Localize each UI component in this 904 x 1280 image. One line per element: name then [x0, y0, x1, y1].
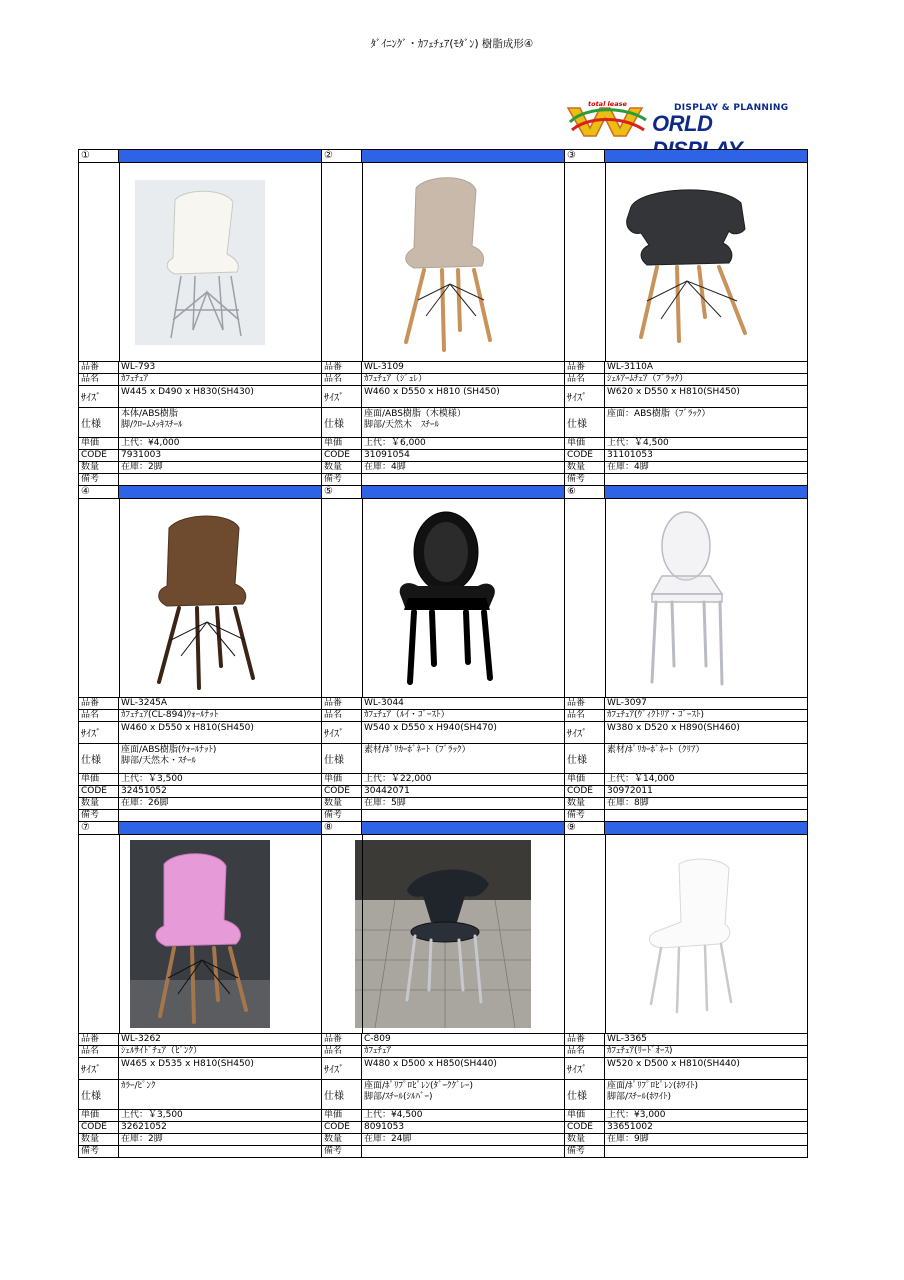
product-qty: 在庫：26脚 — [121, 798, 169, 808]
product-code: WL-3262 — [121, 1034, 161, 1044]
field-label: 備考 — [322, 1146, 362, 1157]
product-name: ｶﾌｪﾁｪｱ（ｼﾞｭﾚ） — [364, 374, 428, 384]
field-label: 単価 — [322, 1110, 362, 1121]
product-note — [605, 474, 807, 485]
product-card — [79, 150, 322, 486]
beige-shell-chair-wood-legs — [378, 170, 508, 355]
product-size: W520 x D500 x H810(SH440) — [607, 1059, 740, 1069]
field-label: 単価 — [565, 1110, 605, 1121]
field-label: 仕様 — [565, 1080, 605, 1109]
product-note — [119, 810, 321, 821]
field-label: 仕様 — [565, 744, 605, 773]
field-label: CODE — [565, 1122, 605, 1133]
field-label: CODE — [322, 1122, 362, 1133]
field-label: 備考 — [565, 1146, 605, 1157]
product-photo — [79, 163, 321, 362]
product-qty: 在庫：4脚 — [364, 462, 406, 472]
product-photo — [565, 163, 807, 362]
product-note — [119, 1146, 321, 1157]
product-photo — [322, 499, 564, 698]
product-spec: 座面/ﾎﾟﾘﾌﾟﾛﾋﾟﾚﾝ(ﾀﾞｰｸｸﾞﾚｰ) 脚部/ｽﾁｰﾙ(ｼﾙﾊﾞｰ) — [364, 1081, 474, 1102]
clear-victoria-ghost-chair — [626, 506, 746, 691]
company-logo — [566, 100, 806, 140]
product-price: 上代：¥4,000 — [121, 438, 180, 448]
product-row — [79, 822, 808, 1158]
field-label: CODE — [79, 1122, 119, 1133]
field-label: ｻｲｽﾞ — [565, 722, 605, 743]
product-spec: ｶﾗｰ/ﾋﾟﾝｸ — [121, 1081, 156, 1091]
dark-grey-stacking-chair — [355, 840, 531, 1028]
product-spec: 座面/ﾎﾟﾘﾌﾟﾛﾋﾟﾚﾝ(ﾎﾜｲﾄ) 脚部/ｽﾁｰﾙ(ﾎﾜｲﾄ) — [607, 1081, 699, 1102]
field-label: 品名 — [322, 710, 362, 721]
product-qty: 在庫：24脚 — [364, 1134, 412, 1144]
pink-shell-chair — [130, 840, 270, 1028]
header-bar — [605, 822, 807, 834]
product-note — [605, 810, 807, 821]
product-qty: 在庫：5脚 — [364, 798, 406, 808]
product-spec: 座面/ABS樹脂（木模様） 脚部/天然木 ｽﾁｰﾙ — [364, 409, 466, 430]
black-arm-shell-chair — [611, 177, 761, 347]
field-label: 品番 — [79, 362, 119, 373]
product-note — [362, 1146, 564, 1157]
product-card — [322, 486, 565, 822]
field-label: 単価 — [79, 438, 119, 449]
product-size: W620 x D550 x H810(SH450) — [607, 387, 740, 397]
header-bar — [605, 150, 807, 162]
product-price: 上代：￥4,500 — [607, 438, 669, 448]
product-card — [322, 150, 565, 486]
field-label: 数量 — [322, 1134, 362, 1145]
field-label: CODE — [565, 786, 605, 797]
field-label: 品番 — [79, 1034, 119, 1045]
field-label: 品名 — [565, 374, 605, 385]
field-label: ｻｲｽﾞ — [565, 386, 605, 407]
product-row — [79, 486, 808, 822]
product-price: 上代：￥22,000 — [364, 774, 432, 784]
product-price: 上代：￥3,500 — [121, 774, 183, 784]
product-price: 上代：￥3,500 — [121, 1110, 183, 1120]
field-label: 仕様 — [79, 744, 119, 773]
field-label: CODE — [322, 450, 362, 461]
header-bar — [119, 486, 321, 498]
field-label: 備考 — [322, 474, 362, 485]
product-name: ｶﾌｪﾁｪｱ(ｳﾞｨｸﾄﾘｱ・ｺﾞｰｽﾄ) — [607, 710, 705, 720]
field-label: 備考 — [565, 810, 605, 821]
product-spec: 本体/ABS樹脂 脚/ｸﾛｰﾑﾒｯｷｽﾁｰﾙ — [121, 409, 183, 430]
product-price: 上代：￥6,000 — [364, 438, 426, 448]
field-label: 仕様 — [79, 408, 119, 437]
product-number: ⑤ — [322, 486, 362, 498]
product-name: ｶﾌｪﾁｪｱ(ﾘｰﾄﾞｵｰｽ) — [607, 1046, 673, 1056]
field-label: 仕様 — [322, 1080, 362, 1109]
header-bar — [362, 486, 564, 498]
product-name: ｶﾌｪﾁｪｱ(CL-894)ｳｫｰﾙﾅｯﾄ — [121, 710, 219, 720]
product-photo — [79, 499, 321, 698]
product-qty: 在庫：9脚 — [607, 1134, 649, 1144]
field-label: 数量 — [322, 798, 362, 809]
product-qty: 在庫：2脚 — [121, 462, 163, 472]
field-label: 備考 — [322, 810, 362, 821]
field-label: 数量 — [79, 1134, 119, 1145]
product-size: W480 x D500 x H850(SH440) — [364, 1059, 497, 1069]
header-bar — [362, 822, 564, 834]
product-barcode: 32451052 — [121, 786, 167, 796]
product-size: W460 x D550 x H810(SH450) — [121, 723, 254, 733]
product-name: ｶﾌｪﾁｪｱ — [121, 374, 149, 384]
product-note — [362, 810, 564, 821]
field-label: 仕様 — [79, 1080, 119, 1109]
field-label: 数量 — [565, 798, 605, 809]
product-code: WL-3097 — [607, 698, 647, 708]
product-photo — [565, 835, 807, 1034]
field-label: 単価 — [322, 438, 362, 449]
product-photo — [565, 499, 807, 698]
product-number: ③ — [565, 150, 605, 162]
field-label: 品番 — [322, 362, 362, 373]
product-number: ② — [322, 150, 362, 162]
product-qty: 在庫：4脚 — [607, 462, 649, 472]
product-note — [119, 474, 321, 485]
product-number: ⑥ — [565, 486, 605, 498]
product-code: WL-3109 — [364, 362, 404, 372]
black-louis-ghost-chair — [378, 506, 508, 691]
field-label: 品番 — [322, 1034, 362, 1045]
product-barcode: 30442071 — [364, 786, 410, 796]
field-label: 数量 — [565, 1134, 605, 1145]
logo-tagline: DISPLAY & PLANNING — [674, 103, 789, 113]
product-barcode: 31091054 — [364, 450, 410, 460]
logo-name: ORLD — [652, 111, 713, 136]
header-bar — [119, 822, 321, 834]
product-card — [565, 822, 808, 1158]
field-label: 単価 — [79, 1110, 119, 1121]
field-label: 品番 — [322, 698, 362, 709]
walnut-shell-chair — [135, 506, 265, 691]
field-label: 備考 — [79, 810, 119, 821]
field-label: 仕様 — [322, 408, 362, 437]
field-label: 仕様 — [322, 744, 362, 773]
field-label: 単価 — [322, 774, 362, 785]
product-size: W540 x D550 x H940(SH470) — [364, 723, 497, 733]
product-photo — [79, 835, 321, 1034]
field-label: 品名 — [565, 710, 605, 721]
header-bar — [362, 150, 564, 162]
field-label: 単価 — [565, 438, 605, 449]
product-card — [79, 486, 322, 822]
field-label: 備考 — [79, 1146, 119, 1157]
product-name: ｶﾌｪﾁｪｱ（ﾙｲ・ｺﾞｰｽﾄ） — [364, 710, 450, 720]
field-label: 品名 — [322, 374, 362, 385]
product-barcode: 31101053 — [607, 450, 653, 460]
product-card — [565, 486, 808, 822]
product-qty: 在庫：2脚 — [121, 1134, 163, 1144]
field-label: ｻｲｽﾞ — [565, 1058, 605, 1079]
field-label: ｻｲｽﾞ — [322, 386, 362, 407]
field-label: 数量 — [79, 462, 119, 473]
field-label: 単価 — [565, 774, 605, 785]
product-name: ｶﾌｪﾁｪｱ — [364, 1046, 392, 1056]
product-name: ｼｪﾙｻｲﾄﾞﾁｪｱ（ﾋﾟﾝｸ） — [121, 1046, 203, 1056]
logo-small-text: total lease — [588, 100, 627, 108]
field-label: 品番 — [565, 698, 605, 709]
field-label: 品名 — [79, 710, 119, 721]
field-label: 数量 — [79, 798, 119, 809]
product-code: C-809 — [364, 1034, 391, 1044]
product-qty: 在庫：8脚 — [607, 798, 649, 808]
product-size: W460 x D550 x H810 (SH450) — [364, 387, 500, 397]
field-label: CODE — [565, 450, 605, 461]
product-code: WL-3365 — [607, 1034, 647, 1044]
header-bar — [605, 486, 807, 498]
w-logo-icon — [566, 104, 652, 138]
product-table — [78, 149, 808, 1158]
product-barcode: 8091053 — [364, 1122, 405, 1132]
product-code: WL-3245A — [121, 698, 168, 708]
white-shell-chair-chrome-legs — [135, 180, 265, 345]
product-number: ① — [79, 150, 119, 162]
page-title: ﾀﾞｲﾆﾝｸﾞ・ｶﾌｪﾁｪｱ(ﾓﾀﾞﾝ) 樹脂成形④ — [370, 38, 534, 50]
product-code: WL-3110A — [607, 362, 654, 372]
field-label: 数量 — [565, 462, 605, 473]
field-label: CODE — [79, 450, 119, 461]
field-label: 仕様 — [565, 408, 605, 437]
product-card — [79, 822, 322, 1158]
field-label: 品名 — [79, 374, 119, 385]
white-leifarne-chair — [621, 852, 751, 1017]
product-spec: 座面：ABS樹脂（ﾌﾞﾗｯｸ） — [607, 409, 711, 419]
field-label: 品番 — [565, 1034, 605, 1045]
product-barcode: 7931003 — [121, 450, 162, 460]
product-card — [322, 822, 565, 1158]
product-number: ⑦ — [79, 822, 119, 834]
product-number: ⑧ — [322, 822, 362, 834]
field-label: 品名 — [565, 1046, 605, 1057]
product-barcode: 30972011 — [607, 786, 653, 796]
product-number: ⑨ — [565, 822, 605, 834]
product-spec: 素材/ﾎﾟﾘｶｰﾎﾞﾈｰﾄ（ﾌﾞﾗｯｸ） — [364, 745, 471, 755]
product-note — [362, 474, 564, 485]
field-label: CODE — [322, 786, 362, 797]
product-name: ｼｪﾙｱｰﾑﾁｪｱ（ﾌﾞﾗｯｸ） — [607, 374, 689, 384]
product-price: 上代：￥14,000 — [607, 774, 675, 784]
field-label: 品番 — [79, 698, 119, 709]
product-code: WL-3044 — [364, 698, 404, 708]
product-spec: 座面/ABS樹脂(ｳｫｰﾙﾅｯﾄ) 脚部/天然木・ｽﾁｰﾙ — [121, 745, 217, 766]
field-label: CODE — [79, 786, 119, 797]
product-size: W380 x D520 x H890(SH460) — [607, 723, 740, 733]
field-label: ｻｲｽﾞ — [322, 1058, 362, 1079]
product-row — [79, 150, 808, 486]
field-label: 品名 — [322, 1046, 362, 1057]
product-price: 上代：¥4,500 — [364, 1110, 423, 1120]
product-barcode: 33651002 — [607, 1122, 653, 1132]
field-label: 品番 — [565, 362, 605, 373]
product-number: ④ — [79, 486, 119, 498]
product-size: W465 x D535 x H810(SH450) — [121, 1059, 254, 1069]
field-label: 備考 — [565, 474, 605, 485]
field-label: ｻｲｽﾞ — [79, 1058, 119, 1079]
product-code: WL-793 — [121, 362, 156, 372]
product-spec: 素材/ﾎﾟﾘｶｰﾎﾞﾈｰﾄ（ｸﾘｱ） — [607, 745, 705, 755]
header-bar — [119, 150, 321, 162]
product-note — [605, 1146, 807, 1157]
product-photo — [322, 835, 564, 1034]
product-price: 上代：¥3,000 — [607, 1110, 666, 1120]
product-card — [565, 150, 808, 486]
product-barcode: 32621052 — [121, 1122, 167, 1132]
field-label: 単価 — [79, 774, 119, 785]
field-label: ｻｲｽﾞ — [79, 722, 119, 743]
field-label: 数量 — [322, 462, 362, 473]
field-label: ｻｲｽﾞ — [322, 722, 362, 743]
field-label: 品名 — [79, 1046, 119, 1057]
field-label: ｻｲｽﾞ — [79, 386, 119, 407]
field-label: 備考 — [79, 474, 119, 485]
product-photo — [322, 163, 564, 362]
product-size: W445 x D490 x H830(SH430) — [121, 387, 254, 397]
